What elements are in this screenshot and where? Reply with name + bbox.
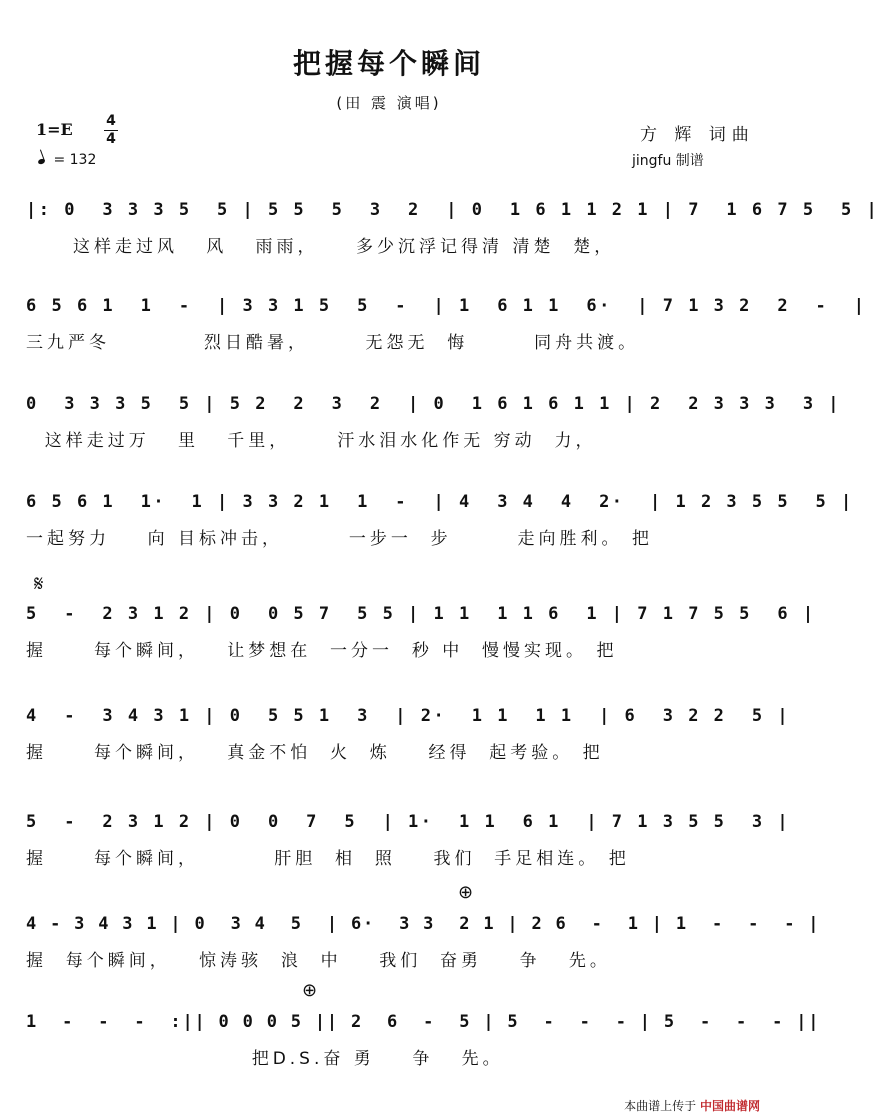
lyrics: 一起努力 向 目标冲击， 一步一 步 走向胜利。 把 (26, 529, 653, 549)
lyrics: 这样走过风 风 雨雨， 多少沉浮记得清 清楚 楚， (26, 237, 616, 257)
upload-footer (624, 1097, 760, 1114)
page-title: 把握每个瞬间 (292, 47, 485, 80)
key-signature: 1=E (36, 120, 73, 139)
notation: 6 5 6 1 1 - | 3 3 1 5 5 - | 1 6 1 1 6· | 7 1 3 2 2 - | (26, 296, 867, 316)
score-line-8 (26, 882, 821, 1014)
composer-credit: 方 辉 词曲 (640, 125, 755, 145)
score-line-6 (26, 706, 791, 806)
lyrics: 把D.S.奋 勇 争 先。 (26, 1049, 504, 1069)
notation: 4 - 3 4 3 1 | 0 5 5 1 3 | 2· 1 1 1 1 | 6 3 2 2 5 | (26, 706, 791, 726)
lyrics: 三九严冬 烈日酷暑， 无怨无 悔 同舟共渡。 (26, 333, 640, 353)
tempo-value: = 132 (53, 152, 97, 168)
lyrics: 握 每个瞬间， 让梦想在 一分一 秒 中 慢慢实现。 把 (26, 641, 618, 661)
arranger-credit: jingfu 制谱 (632, 153, 704, 169)
coda-icon: ⊕ (302, 980, 318, 1001)
lyrics: 握 每个瞬间， 真金不怕 火 炼 经得 起考验。 把 (26, 743, 604, 763)
footer-prefix: 本曲谱上传于 (624, 1099, 697, 1113)
score-line-2 (26, 296, 867, 396)
lyrics: 这样走过万 里 千里， 汗水泪水化作无 穷动 力， (26, 431, 597, 451)
lyrics: 握 每个瞬间， 肝胆 相 照 我们 手足相连。 把 (26, 849, 630, 869)
notation: 5 - 2 3 1 2 | 0 0 5 7 5 5 | 1 1 1 1 6 1 | 7 1 7 5 5 6 | (26, 604, 816, 624)
score-line-3 (26, 394, 842, 494)
notation: 5 - 2 3 1 2 | 0 0 7 5 | 1· 1 1 6 1 | 7 1 3 5 5 3 | (26, 812, 791, 832)
notation: 1 - - - :|| 0 0 0 5 || 2 6 - 5 | 5 - - - | 5 - - - || (26, 1012, 821, 1032)
time-signature-bottom: 4 (106, 131, 116, 147)
coda-icon: ⊕ (458, 882, 474, 903)
notation: 6 5 6 1 1· 1 | 3 3 2 1 1 - | 4 3 4 4 2· | 1 2 3 5 5 5 | (26, 492, 854, 512)
segno-icon: 𝄋 (34, 572, 44, 597)
time-signature (104, 114, 118, 147)
score-line-4 (26, 492, 854, 592)
score-line-7 (26, 812, 791, 912)
site-logo-text: 中国曲谱网 (699, 1099, 760, 1113)
time-signature-top: 4 (106, 113, 116, 129)
notation: |: 0 3 3 3 5 5 | 5 5 5 3 2 | 0 1 6 1 1 2 1 | 7 1 6 7 5 5 | (26, 200, 879, 220)
notation: 4 - 3 4 3 1 | 0 3 4 5 | 6· 3 3 2 1 | 2 6 - 1 | 1 - - - | (26, 914, 821, 934)
lyrics: 握 每个瞬间， 惊涛骇 浪 中 我们 奋勇 争 先。 (26, 951, 611, 971)
score-line-5 (26, 572, 816, 704)
performer-subtitle: (田 震 演唱) (336, 94, 442, 112)
notation: 0 3 3 3 5 5 | 5 2 2 3 2 | 0 1 6 1 6 1 1 | 2 2 3 3 3 3 | (26, 394, 842, 414)
quarter-note-icon (37, 158, 45, 165)
tempo-marking (38, 152, 96, 168)
score-line-1 (26, 200, 879, 300)
